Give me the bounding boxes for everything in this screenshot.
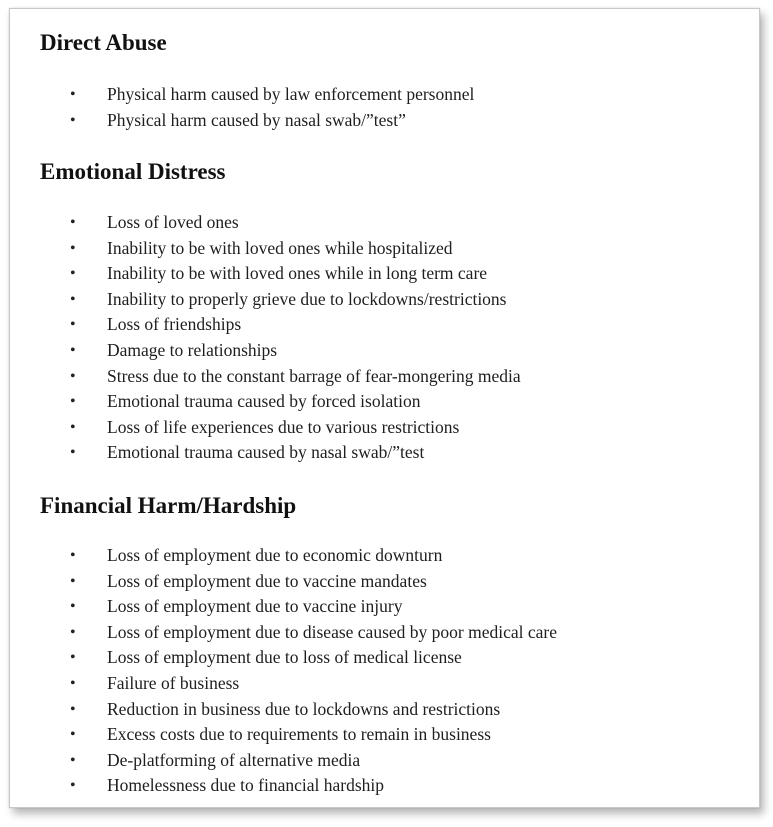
list-item bbox=[10, 543, 759, 569]
list-item bbox=[10, 440, 759, 466]
document-card bbox=[9, 8, 760, 808]
bullet-icon: • bbox=[70, 418, 76, 436]
list-item-text: Damage to relationships bbox=[107, 339, 278, 360]
list-item bbox=[10, 671, 759, 697]
bullet-list bbox=[10, 82, 759, 133]
list-item bbox=[10, 389, 759, 415]
bullet-icon: • bbox=[70, 444, 76, 462]
bullet-icon: • bbox=[70, 777, 76, 795]
bullet-icon: • bbox=[70, 367, 76, 385]
bullet-icon: • bbox=[70, 316, 76, 334]
list-item-text: Inability to be with loved ones while in long term care bbox=[107, 263, 488, 284]
bullet-icon: • bbox=[70, 674, 76, 692]
list-item bbox=[10, 569, 759, 595]
bullet-icon: • bbox=[70, 598, 76, 616]
list-item bbox=[10, 312, 759, 338]
bullet-icon: • bbox=[70, 623, 76, 641]
list-item bbox=[10, 210, 759, 236]
bullet-icon: • bbox=[70, 290, 76, 308]
list-item-text: Loss of friendships bbox=[107, 314, 242, 335]
bullet-list bbox=[10, 543, 759, 799]
bullet-icon: • bbox=[70, 547, 76, 564]
list-item bbox=[10, 82, 759, 108]
bullet-icon: • bbox=[70, 111, 76, 129]
list-item bbox=[10, 697, 759, 723]
bullet-icon: • bbox=[70, 214, 76, 231]
bullet-icon: • bbox=[70, 649, 76, 667]
bullet-icon: • bbox=[70, 700, 76, 718]
list-item-text: Inability to properly grieve due to lockdowns/restrictions bbox=[107, 288, 507, 309]
list-item-text: Stress due to the constant barrage of fear-mongering media bbox=[107, 365, 521, 386]
list-item-text: Loss of loved ones bbox=[107, 212, 239, 232]
bullet-list bbox=[10, 210, 759, 466]
list-item-text: Physical harm caused by law enforcement personnel bbox=[107, 84, 475, 104]
list-item-text: Loss of employment due to vaccine mandates bbox=[107, 570, 427, 591]
list-item bbox=[10, 620, 759, 646]
section-heading: Financial Harm/Hardship bbox=[40, 493, 297, 518]
list-item-text: Emotional trauma caused by forced isolation bbox=[107, 391, 421, 412]
list-item-text: Loss of employment due to economic downturn bbox=[107, 545, 443, 565]
list-item-text: Loss of employment due to vaccine injury bbox=[107, 596, 403, 617]
bullet-icon: • bbox=[70, 239, 76, 257]
list-item bbox=[10, 722, 759, 748]
list-item bbox=[10, 108, 759, 134]
list-item bbox=[10, 287, 759, 313]
list-item bbox=[10, 236, 759, 262]
list-item-text: Loss of life experiences due to various restrictions bbox=[107, 416, 460, 437]
list-item-text: Loss of employment due to disease caused by poor medical care bbox=[107, 621, 557, 642]
bullet-icon: • bbox=[70, 572, 76, 590]
bullet-icon: • bbox=[70, 341, 76, 359]
bullet-icon: • bbox=[70, 751, 76, 769]
list-item bbox=[10, 338, 759, 364]
bullet-icon: • bbox=[70, 726, 76, 744]
list-item bbox=[10, 645, 759, 671]
list-item bbox=[10, 364, 759, 390]
list-item-text: Reduction in business due to lockdowns and restrictions bbox=[107, 698, 501, 719]
list-item bbox=[10, 415, 759, 441]
list-item-text: Physical harm caused by nasal swab/”test” bbox=[107, 109, 406, 130]
section-heading: Emotional Distress bbox=[40, 159, 226, 184]
list-item bbox=[10, 261, 759, 287]
list-item bbox=[10, 594, 759, 620]
list-item-text: Emotional trauma caused by nasal swab/”test bbox=[107, 442, 425, 463]
list-item-text: Homelessness due to financial hardship bbox=[107, 775, 385, 796]
bullet-icon: • bbox=[70, 265, 76, 283]
section-heading: Direct Abuse bbox=[40, 30, 167, 55]
list-item-text: Inability to be with loved ones while hospitalized bbox=[107, 237, 453, 258]
list-item-text: Failure of business bbox=[107, 672, 240, 693]
list-item-text: De-platforming of alternative media bbox=[107, 749, 361, 770]
list-item-text: Excess costs due to requirements to remain in business bbox=[107, 724, 491, 745]
list-item-text: Loss of employment due to loss of medical license bbox=[107, 647, 462, 668]
bullet-icon: • bbox=[70, 86, 76, 103]
bullet-icon: • bbox=[70, 393, 76, 411]
list-item bbox=[10, 773, 759, 799]
list-item bbox=[10, 748, 759, 774]
